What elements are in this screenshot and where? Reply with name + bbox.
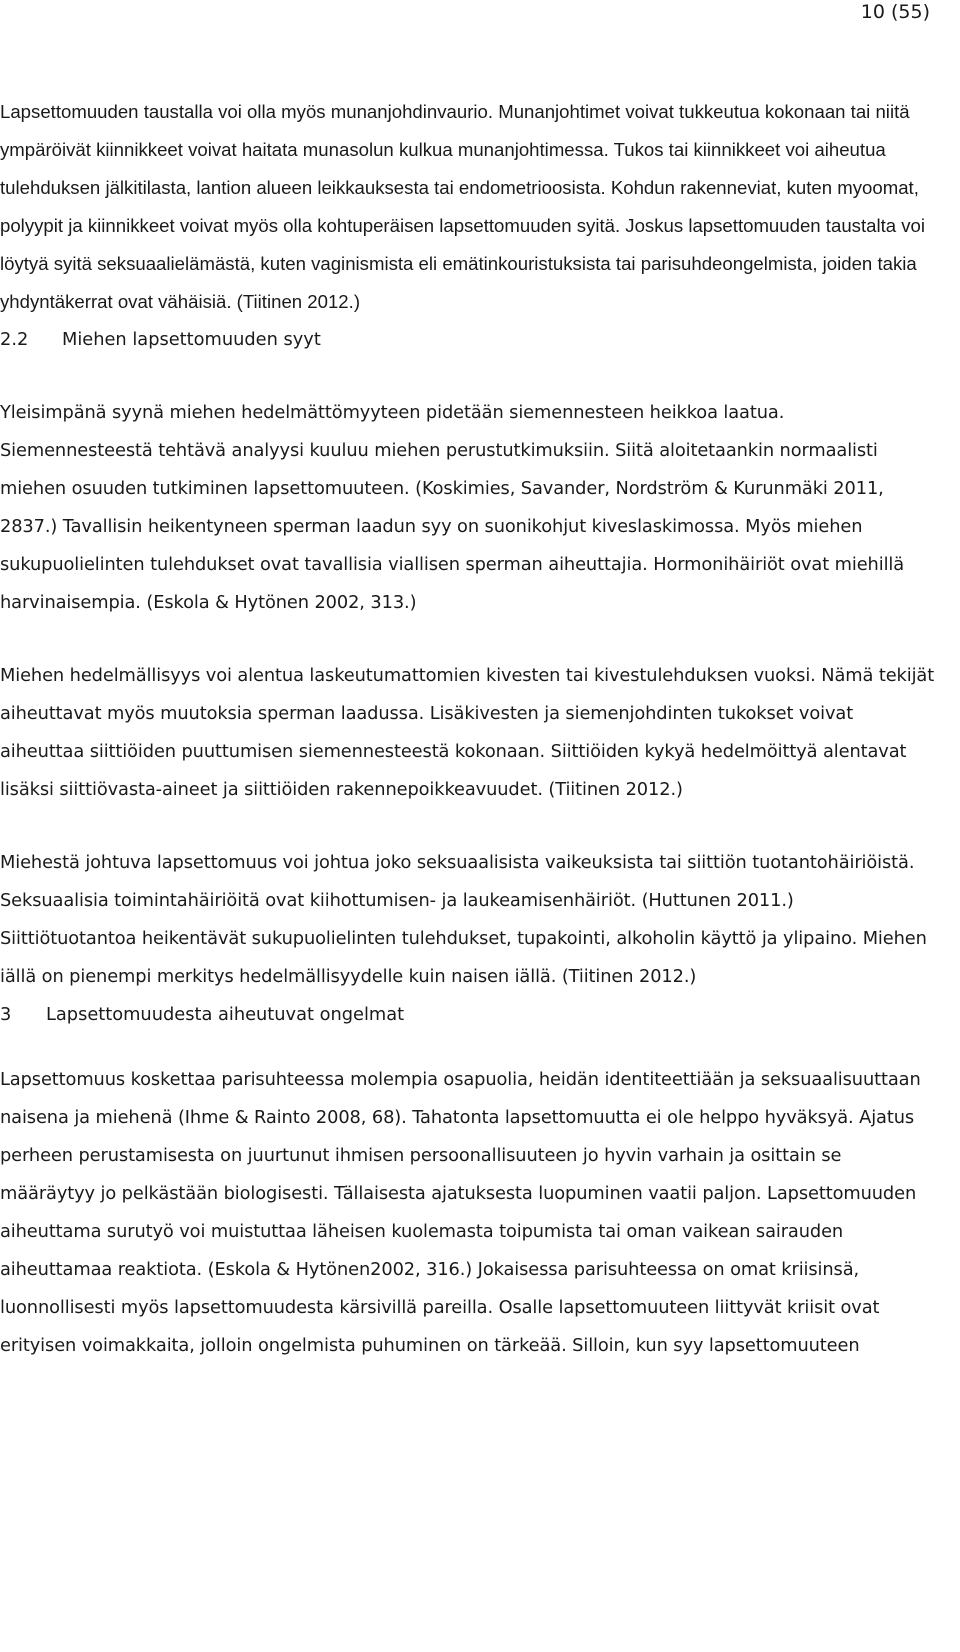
- page-number: 10 (55): [860, 1, 930, 23]
- section-number: 3: [0, 1004, 12, 1025]
- paragraph-male-infertility-causes: Miehestä johtuva lapsettomuus voi johtua joko seksuaalisista vaikeuksista tai siittiön tuotantohäiriöistä. Seksuaalisia toimintahäiriöitä ovat kiihottumisen- ja laukeamisenhäiriöt. (Huttunen 2011.) Siittiötuotantoa heikentävät sukupuolielinten tulehdukset, tupakointi, alkoholin käyttö ja ylipaino. Miehen iällä on pienempi merkitys hedelmällisyydelle kuin naisen iällä. (Tiitinen 2012.): [0, 852, 927, 987]
- section-title: Lapsettomuudesta aiheutuvat ongelmat: [46, 1004, 405, 1025]
- paragraph-infertility-problems: Lapsettomuus koskettaa parisuhteessa molempia osapuolia, heidän identiteettiään ja seksuaalisuuttaan naisena ja miehenä (Ihme & Rainto 2008, 68). Tahatonta lapsettomuutta ei ole helppo hyväksyä. Ajatus perheen perustamisesta on juurtunut ihmisen persoonallisuuteen jo hyvin varhain ja osittain se määräytyy jo pelkästään biologisesti. Tällaisesta ajatuksesta luopuminen vaatii paljon. Lapsettomuuden aiheuttama surutyö voi muistuttaa läheisen kuolemasta toipumista tai oman vaikean sairauden aiheuttamaa reaktiota. (Eskola & Hytönen2002, 316.) Jokaisessa parisuhteessa on omat kriisinsä, luonnollisesti myös lapsettomuudesta kärsivillä pareilla. Osalle lapsettomuuteen liittyvät kriisit ovat erityisen voimakkaita, jolloin ongelmista puhuminen on tärkeää. Silloin, kun syy lapsettomuuteen: [0, 1069, 921, 1356]
- section-title: Miehen lapsettomuuden syyt: [62, 329, 321, 350]
- document-body: [0, 93, 935, 1365]
- section-heading-2-2: [0, 321, 935, 359]
- section-number: 2.2: [0, 329, 29, 350]
- paragraph-tubal-causes: Lapsettomuuden taustalla voi olla myös munanjohdinvaurio. Munanjohtimet voivat tukkeutua kokonaan tai niitä ympäröivät kiinnikkeet voivat haitata munasolun kulkua munanjohtimessa. Tukos tai kiinnikkeet voi aiheutua tulehduksen jälkitilasta, lantion alueen leikkauksesta tai endometrioosista. Kohdun rakenneviat, kuten myoomat, polyypit ja kiinnikkeet voivat myös olla kohtuperäisen lapsettomuuden syitä. Joskus lapsettomuuden taustalta voi löytyä syitä seksuaalielämästä, kuten vaginismista eli emätinkouristuksista tai parisuhdeongelmista, joiden takia yhdyntäkerrat ovat vähäisiä. (Tiitinen 2012.): [0, 101, 926, 312]
- section-heading-3: [0, 996, 935, 1034]
- paragraph-semen-quality: Yleisimpänä syynä miehen hedelmättömyyteen pidetään siemennesteen heikkoa laatua. Siemennesteestä tehtävä analyysi kuuluu miehen perustutkimuksiin. Siitä aloitetaankin normaalisti miehen osuuden tutkiminen lapsettomuuteen. (Koskimies, Savander, Nordström & Kurunmäki 2011, 2837.) Tavallisin heikentyneen sperman laadun syy on suonikohjut kiveslaskimossa. Myös miehen sukupuolielinten tulehdukset ovat tavallisia viallisen sperman aiheuttajia. Hormonihäiriöt ovat miehillä harvinaisempia. (Eskola & Hytönen 2002, 313.): [0, 402, 905, 613]
- paragraph-male-fertility: Miehen hedelmällisyys voi alentua laskeutumattomien kivesten tai kivestulehduksen vuoksi. Nämä tekijät aiheuttavat myös muutoksia sperman laadussa. Lisäkivesten ja siemenjohdinten tukokset voivat aiheuttaa siittiöiden puuttumisen siemennesteestä kokonaan. Siittiöiden kykyä hedelmöittyä alentavat lisäksi siittiövasta-aineet ja siittiöiden rakennepoikkeavuudet. (Tiitinen 2012.): [0, 665, 935, 800]
